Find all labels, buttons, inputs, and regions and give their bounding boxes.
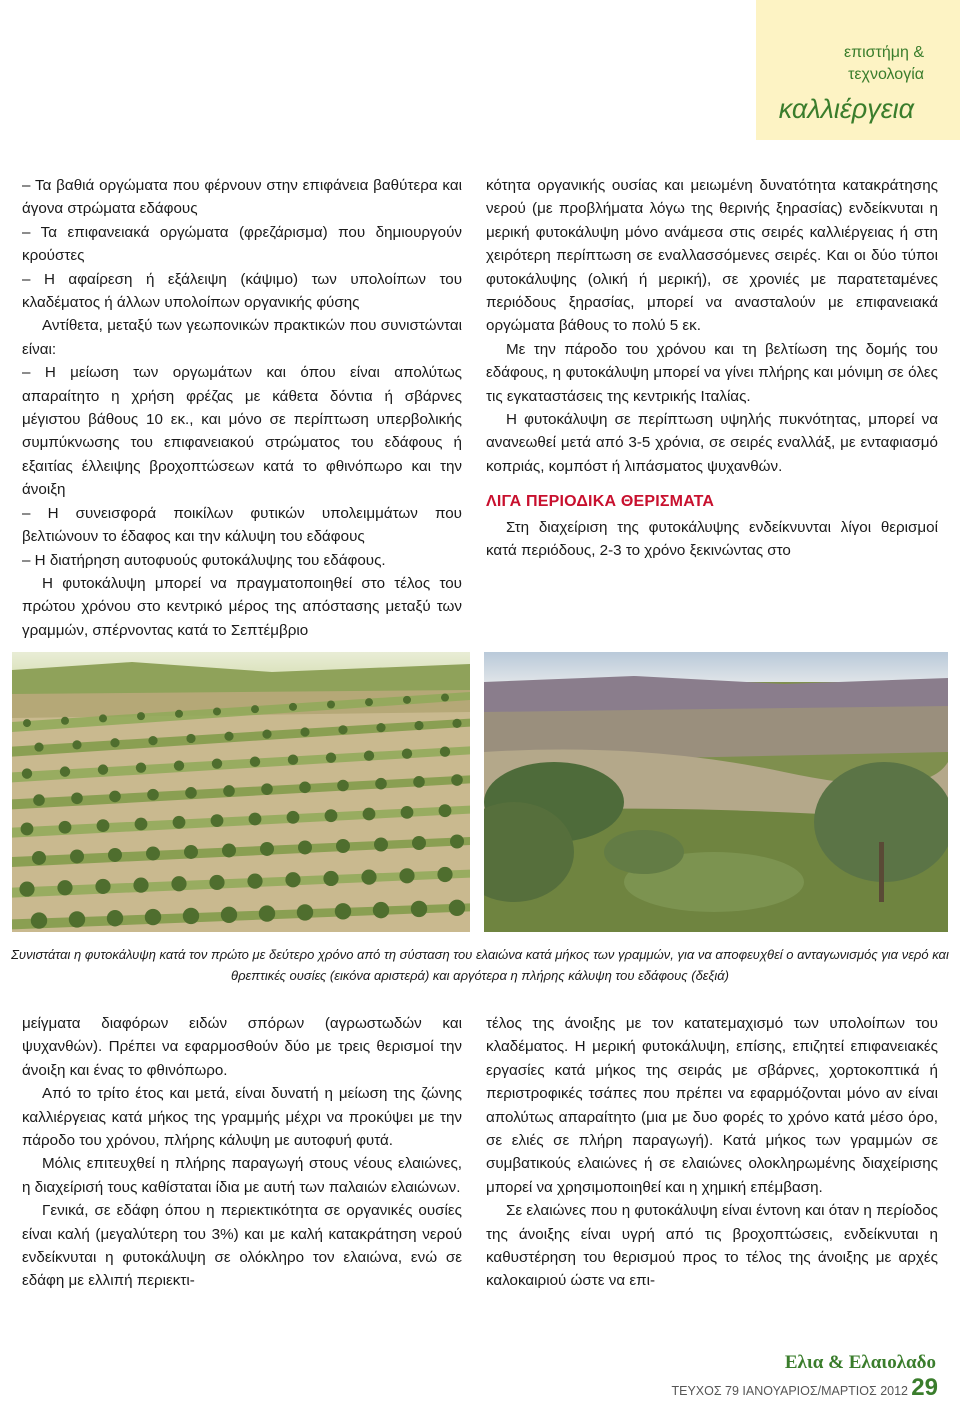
photo-young-olive-grove	[12, 652, 470, 932]
bullet-plant-residues: – Η συνεισφορά ποικίλων φυτικών υπολειμμάτων που βελτιώνουν το έδαφος και την κάλυψη του εδάφους	[22, 504, 462, 546]
paragraph-recommended-practices: Αντίθετα, μεταξύ των γεωπονικών πρακτικών που συνιστώνται είναι:	[22, 317, 462, 358]
section-heading: ΛΙΓΑ ΠΕΡΙΟΔΙΚΑ ΘΕΡΙΣΜΑΤΑ	[486, 493, 715, 511]
paragraph-full-production: Μόλις επιτευχθεί η πλήρης παραγωγή στους νέους ελαιώνες, η διαχείρισή τους καθίσταται ίδια με αυτή των παλαιών ελαιώνων.	[22, 1155, 462, 1196]
bullet-deep-ploughing: – Τα βαθιά οργώματα που φέρνουν στην επιφάνεια βαθύτερα και άγονα στρώματα εδάφους	[22, 177, 462, 218]
paragraph-spring-end: τέλος της άνοιξης με τον κατατεμαχισμό των υπολοίπων του κλαδέματος. Η μερική φυτοκάλυψη, επίσης, επιζητεί επιφανειακές εργασίες κατά μήκος της σειράς με σβάρνες, χορτοκοπτικά ή περιστροφικές τσάπες που πρέπει να εφαρμόζονται μόνο αν είναι απολύτως απαραίτητο (μια με δυο φορές το χρόνο κατά μέσο όρο, σε ελιές σε πλήρη παραγωγή). Κατά μήκος των γραμμών σε συμβατικούς ελαιώνες ή σε ελαιώνες ολοκληρωμένης διαχείρισης μπορεί να χρησιμοποιηθεί και η χημική επέμβαση.	[486, 1015, 938, 1196]
bullet-residue-removal: – Η αφαίρεση ή εξάλειψη (κάψιμο) των υπολοίπων του κλαδέματος ή άλλων υπολοίπων οργανικής φύσης	[22, 270, 462, 312]
article-column-top-right	[486, 174, 938, 563]
paragraph-renew-cover: Η φυτοκάλυψη σε περίπτωση υψηλής πυκνότητας, μπορεί να ανανεωθεί μετά από 3-5 χρόνια, σε σειρές εναλλάξ, με ενταφιασμό κοπριάς, κομπόστ ή λιπάσματος ψυχανθών.	[486, 411, 938, 475]
article-column-top-left	[22, 174, 462, 642]
section-title: καλλιέργεια	[778, 94, 914, 124]
paragraph-third-year: Από το τρίτο έτος και μετά, είναι δυνατή η μείωση της ζώνης καλλιέργειας κατά μήκος της γραμμής μέχρι να προκύψει με την πάροδο του χρόνου, πλήρης κάλυψη με αυτοφυή φυτά.	[22, 1085, 462, 1150]
article-column-bottom-left	[22, 1012, 462, 1293]
photo-mature-olive-grove	[484, 652, 948, 932]
magazine-name: Ελια & Ελαιολαδο	[784, 1352, 936, 1373]
paragraph-organic-soils: Γενικά, σε εδάφη όπου η περιεκτικότητα σε οργανικές ουσίες είναι καλή (μεγαλύτερη του 3%) και με καλή κατακράτηση νερού ενδείκνυται η φυτοκάλυψη σε ολόκληρο τον ελαιώνα, ενώ σε εδάφη με ελλιπή περιεκτι-	[22, 1202, 462, 1290]
bullet-keep-cover: – Η διατήρηση αυτοφυούς φυτοκάλυψης του εδάφους.	[22, 551, 386, 569]
page-number: 29	[911, 1374, 938, 1401]
section-label-line1: επιστήμη &	[843, 44, 924, 61]
photo-caption: Συνιστάται η φυτοκάλυψη κατά τον πρώτο με δεύτερο χρόνο από τη σύσταση του ελαιώνα κατά μήκος των γραμμών, για να αποφευχθεί ο ανταγωνισμός για νερό και θρεπτικές ουσίες (εικόνα αριστερά) και αργότερα η πλήρης κάλυψη του εδάφους (δεξιά)	[11, 947, 949, 983]
paragraph-permanent-cover: Με την πάροδο του χρόνου και τη βελτίωση της δομής του εδάφους, η φυτοκάλυψη μπορεί να γίνει πλήρης και μόνιμη σε όλες τις εγκαταστάσεις της κεντρικής Ιταλίας.	[486, 340, 938, 405]
issue-info: ΤΕΥΧΟΣ 79 ΙΑΝΟΥΑΡΙΟΣ/ΜΑΡΤΙΟΣ 2012	[671, 1384, 908, 1398]
article-column-bottom-right	[486, 1012, 938, 1293]
bullet-surface-ploughing: – Τα επιφανειακά οργώματα (φρεζάρισμα) που δημιουργούν κρούστες	[22, 223, 462, 265]
paragraph-partial-cover: κότητα οργανικής ουσίας και μειωμένη δυνατότητα κατακράτησης νερού (με προβλήματα λόγω της θερινής ξηρασίας) ενδείκνυται η μερική φυτοκάλυψη μόνο ανάμεσα στις σειρές καλλιέργειας ή στη χειρότερη περίπτωση σε εναλλασσόμενες σειρές. Και οι δύο τύποι φυτοκάλυψης (ολική ή μερική), σε χρονιές με παρατεταμένες περιόδους ξηρασίας, μπορεί να ανασταλούν με επιφανειακά οργώματα βάθους το πολύ 5 εκ.	[486, 177, 938, 335]
paragraph-mowing: Στη διαχείριση της φυτοκάλυψης ενδείκνυνται λίγοι θερισμοί κατά περιόδους, 2-3 το χρόνο ξεκινώντας στο	[486, 518, 938, 560]
section-label-line2: τεχνολογία	[848, 66, 924, 83]
section-tab	[756, 0, 960, 140]
paragraph-first-year-cover: Η φυτοκάλυψη μπορεί να πραγματοποιηθεί στο τέλος του πρώτου χρόνου στο κεντρικό μέρος της απόστασης μεταξύ των γραμμών, σπέρνοντας κατά το Σεπτέμβριο	[22, 574, 462, 639]
bullet-reduce-ploughing: – Η μείωση των οργωμάτων και όπου είναι απολύτως απαραίτητο η χρήση φρέζας με κάθετα δόντια ή σβάρνες μέγιστου βάθους 10 εκ., και μόνο σε περίπτωση υπερβολικής συμπύκνωσης του επιφανειακού στρώματος του εδάφους ή εξαιτίας έλλειψης βροχοπτώσεων κατά το φθινόπωρο και την άνοιξη	[22, 364, 462, 499]
paragraph-seed-mixtures: μείγματα διαφόρων ειδών σπόρων (αγρωστωδών και ψυχανθών). Πρέπει να εφαρμοσθούν δύο με τρεις θερισμοί την άνοιξη και ένας το φθινόπωρο.	[22, 1015, 462, 1079]
paragraph-wet-spring: Σε ελαιώνες που η φυτοκάλυψη είναι έντονη και όταν η περίοδος της άνοιξης είναι υγρή από τις βροχοπτώσεις, ενδείκνυται η καθυστέρηση του θερισμού προς το τέλος της άνοιξης με αρχές καλοκαιριού ώστε να επι-	[486, 1202, 938, 1290]
